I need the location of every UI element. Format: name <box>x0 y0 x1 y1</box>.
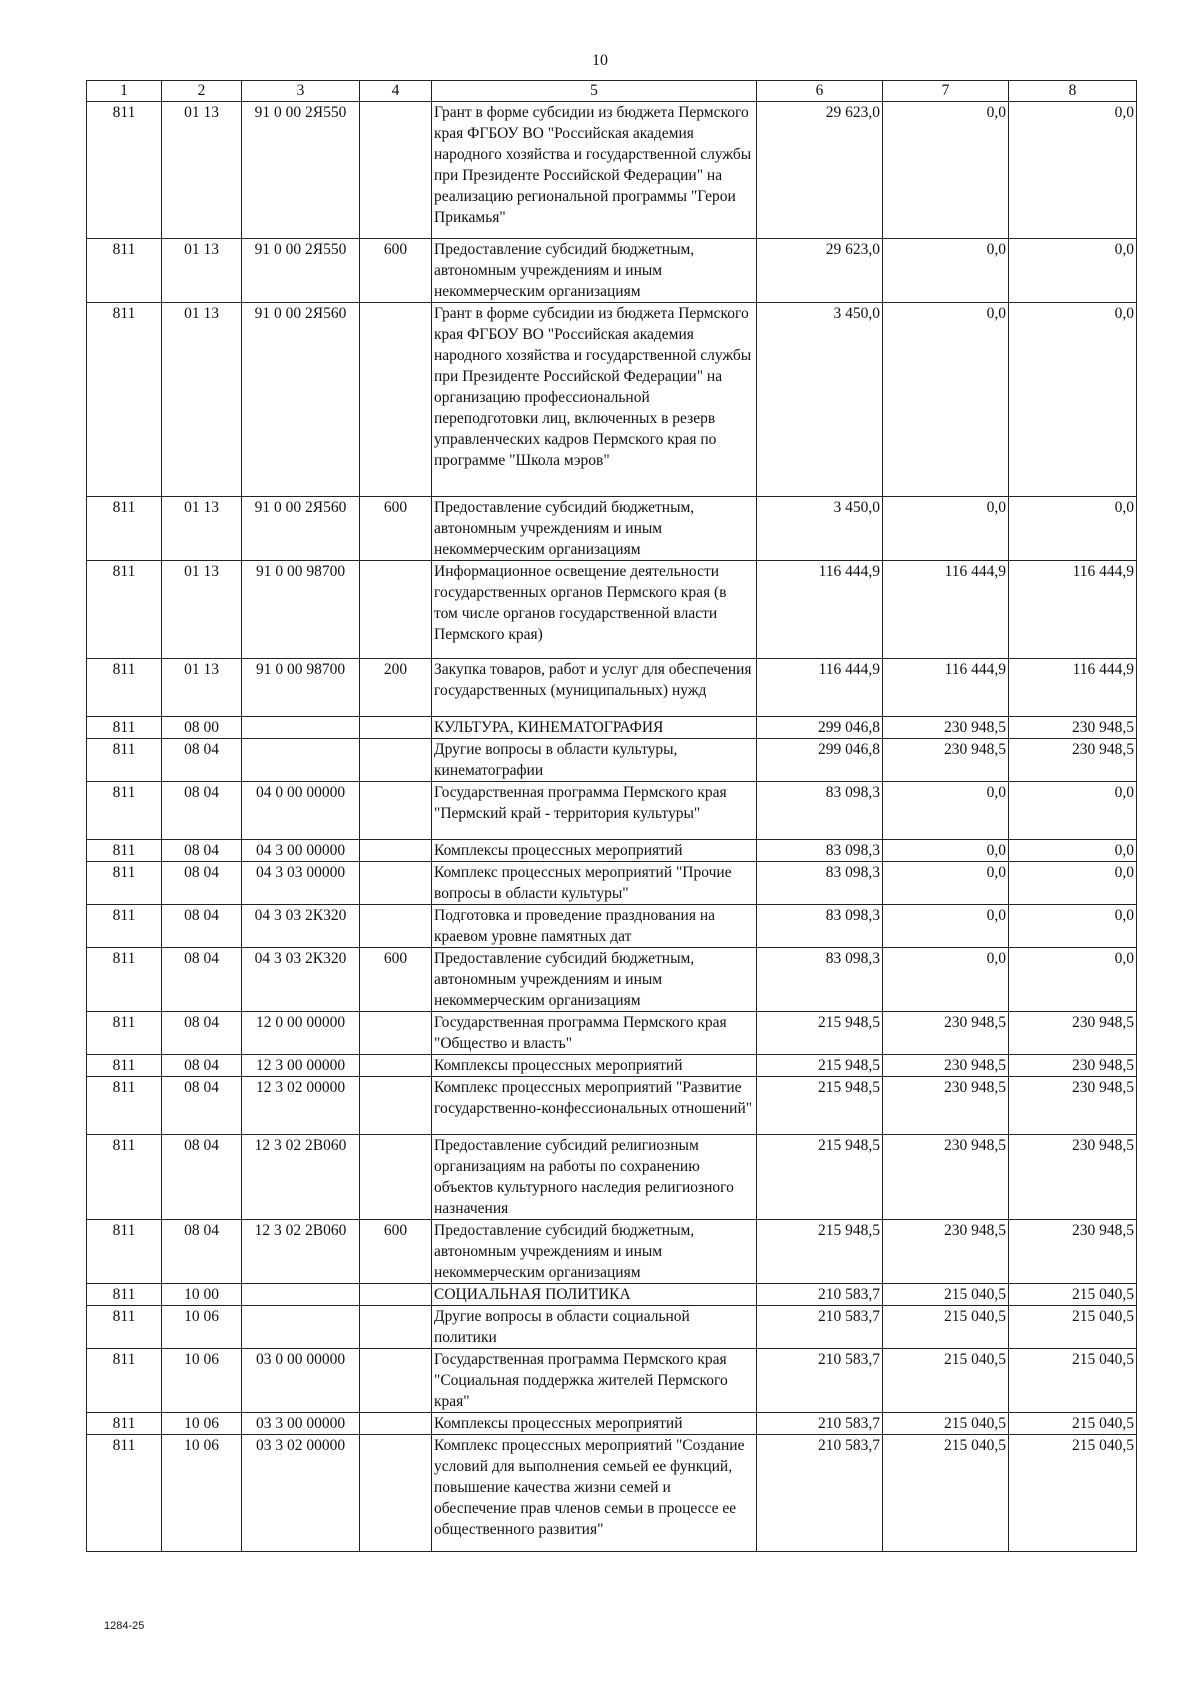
chapter-code: 811 <box>87 1012 162 1055</box>
footer-code: 1284-25 <box>104 1620 145 1632</box>
section-code: 08 04 <box>162 1135 242 1220</box>
column-header: 6 <box>757 81 883 102</box>
section-code: 08 04 <box>162 862 242 905</box>
amount-col7: 0,0 <box>883 303 1009 497</box>
amount-col7: 0,0 <box>883 239 1009 303</box>
column-header: 7 <box>883 81 1009 102</box>
expense-type-code <box>360 102 432 239</box>
amount-col6: 215 948,5 <box>757 1220 883 1284</box>
column-header: 5 <box>432 81 757 102</box>
table-row <box>87 1306 1137 1349</box>
expense-type-code <box>360 840 432 862</box>
section-code: 01 13 <box>162 239 242 303</box>
table-row <box>87 782 1137 840</box>
target-article-code: 03 0 00 00000 <box>242 1349 360 1413</box>
chapter-code: 811 <box>87 1413 162 1435</box>
chapter-code: 811 <box>87 659 162 717</box>
chapter-code: 811 <box>87 1306 162 1349</box>
expense-type-code <box>360 905 432 948</box>
amount-col6: 210 583,7 <box>757 1413 883 1435</box>
amount-col7: 215 040,5 <box>883 1306 1009 1349</box>
item-name: Другие вопросы в области социальной политики <box>432 1306 757 1349</box>
expense-type-code <box>360 717 432 739</box>
target-article-code: 12 3 02 2В060 <box>242 1220 360 1284</box>
amount-col8: 215 040,5 <box>1009 1413 1137 1435</box>
table-row <box>87 1055 1137 1077</box>
chapter-code: 811 <box>87 782 162 840</box>
amount-col6: 215 948,5 <box>757 1012 883 1055</box>
table-row <box>87 1349 1137 1413</box>
amount-col8: 116 444,9 <box>1009 659 1137 717</box>
item-name: Государственная программа Пермского края "Пермский край - территория культуры" <box>432 782 757 840</box>
table-row <box>87 1077 1137 1135</box>
section-code: 08 04 <box>162 739 242 782</box>
table-row <box>87 1012 1137 1055</box>
expense-type-code <box>360 303 432 497</box>
target-article-code: 12 0 00 00000 <box>242 1012 360 1055</box>
amount-col6: 210 583,7 <box>757 1306 883 1349</box>
section-code: 10 06 <box>162 1435 242 1552</box>
amount-col6: 215 948,5 <box>757 1077 883 1135</box>
amount-col8: 0,0 <box>1009 948 1137 1012</box>
chapter-code: 811 <box>87 840 162 862</box>
item-name: Закупка товаров, работ и услуг для обеспечения государственных (муниципальных) нужд <box>432 659 757 717</box>
table-row <box>87 1135 1137 1220</box>
expense-type-code <box>360 739 432 782</box>
target-article-code: 04 3 03 00000 <box>242 862 360 905</box>
amount-col6: 210 583,7 <box>757 1349 883 1413</box>
table-row <box>87 717 1137 739</box>
section-code: 10 00 <box>162 1284 242 1306</box>
chapter-code: 811 <box>87 303 162 497</box>
section-code: 08 04 <box>162 948 242 1012</box>
target-article-code: 04 3 03 2К320 <box>242 905 360 948</box>
amount-col6: 29 623,0 <box>757 102 883 239</box>
amount-col7: 0,0 <box>883 948 1009 1012</box>
target-article-code: 04 3 00 00000 <box>242 840 360 862</box>
amount-col8: 230 948,5 <box>1009 1135 1137 1220</box>
expense-type-code: 200 <box>360 659 432 717</box>
amount-col6: 83 098,3 <box>757 782 883 840</box>
item-name: Информационное освещение деятельности государственных органов Пермского края (в том числе органов государственной власти Пермского края) <box>432 561 757 659</box>
chapter-code: 811 <box>87 1077 162 1135</box>
chapter-code: 811 <box>87 862 162 905</box>
amount-col8: 0,0 <box>1009 862 1137 905</box>
amount-col7: 116 444,9 <box>883 659 1009 717</box>
table-row <box>87 497 1137 561</box>
amount-col6: 83 098,3 <box>757 840 883 862</box>
expense-type-code <box>360 1055 432 1077</box>
amount-col7: 230 948,5 <box>883 1012 1009 1055</box>
section-code: 08 04 <box>162 840 242 862</box>
budget-table <box>86 80 1137 1552</box>
amount-col6: 299 046,8 <box>757 717 883 739</box>
item-name: Комплекс процессных мероприятий "Создание условий для выполнения семьей ее функций, повышение качества жизни семей и обеспечение прав членов семьи в процессе ее общественного развития" <box>432 1435 757 1552</box>
table-row <box>87 561 1137 659</box>
section-code: 01 13 <box>162 561 242 659</box>
item-name: Предоставление субсидий бюджетным, автономным учреждениям и иным некоммерческим организациям <box>432 497 757 561</box>
amount-col7: 0,0 <box>883 497 1009 561</box>
amount-col8: 215 040,5 <box>1009 1349 1137 1413</box>
amount-col7: 230 948,5 <box>883 1055 1009 1077</box>
table-row <box>87 239 1137 303</box>
expense-type-code <box>360 782 432 840</box>
target-article-code: 03 3 00 00000 <box>242 1413 360 1435</box>
item-name: Предоставление субсидий религиозным организациям на работы по сохранению объектов культурного наследия религиозного назначения <box>432 1135 757 1220</box>
section-code: 08 04 <box>162 1077 242 1135</box>
amount-col8: 230 948,5 <box>1009 1012 1137 1055</box>
expense-type-code: 600 <box>360 1220 432 1284</box>
amount-col7: 0,0 <box>883 102 1009 239</box>
item-name: КУЛЬТУРА, КИНЕМАТОГРАФИЯ <box>432 717 757 739</box>
chapter-code: 811 <box>87 1284 162 1306</box>
target-article-code <box>242 1284 360 1306</box>
section-code: 01 13 <box>162 659 242 717</box>
amount-col8: 215 040,5 <box>1009 1306 1137 1349</box>
table-row <box>87 862 1137 905</box>
amount-col7: 230 948,5 <box>883 1220 1009 1284</box>
amount-col7: 215 040,5 <box>883 1349 1009 1413</box>
amount-col7: 0,0 <box>883 840 1009 862</box>
target-article-code: 04 3 03 2К320 <box>242 948 360 1012</box>
amount-col6: 83 098,3 <box>757 862 883 905</box>
item-name: СОЦИАЛЬНАЯ ПОЛИТИКА <box>432 1284 757 1306</box>
amount-col7: 230 948,5 <box>883 739 1009 782</box>
amount-col8: 0,0 <box>1009 840 1137 862</box>
section-code: 08 04 <box>162 1055 242 1077</box>
section-code: 10 06 <box>162 1306 242 1349</box>
item-name: Комплексы процессных мероприятий <box>432 840 757 862</box>
chapter-code: 811 <box>87 239 162 303</box>
item-name: Подготовка и проведение празднования на краевом уровне памятных дат <box>432 905 757 948</box>
item-name: Грант в форме субсидии из бюджета Пермского края ФГБОУ ВО "Российская академия народного хозяйства и государственной службы при Президенте Российской Федерации" на организацию профессиональной переподготовки лиц, включенных в резерв управленческих кадров Пермского края по программе "Школа мэров" <box>432 303 757 497</box>
amount-col8: 230 948,5 <box>1009 717 1137 739</box>
amount-col7: 0,0 <box>883 905 1009 948</box>
table-row <box>87 840 1137 862</box>
column-header: 8 <box>1009 81 1137 102</box>
expense-type-code <box>360 862 432 905</box>
target-article-code <box>242 1306 360 1349</box>
table-row <box>87 905 1137 948</box>
chapter-code: 811 <box>87 717 162 739</box>
target-article-code <box>242 739 360 782</box>
item-name: Государственная программа Пермского края "Общество и власть" <box>432 1012 757 1055</box>
target-article-code: 04 0 00 00000 <box>242 782 360 840</box>
chapter-code: 811 <box>87 905 162 948</box>
table-row <box>87 1435 1137 1552</box>
amount-col7: 215 040,5 <box>883 1284 1009 1306</box>
chapter-code: 811 <box>87 561 162 659</box>
table-row <box>87 948 1137 1012</box>
amount-col6: 3 450,0 <box>757 497 883 561</box>
column-header: 2 <box>162 81 242 102</box>
amount-col6: 215 948,5 <box>757 1055 883 1077</box>
expense-type-code: 600 <box>360 497 432 561</box>
amount-col8: 230 948,5 <box>1009 1055 1137 1077</box>
item-name: Грант в форме субсидии из бюджета Пермского края ФГБОУ ВО "Российская академия народного хозяйства и государственной службы при Президенте Российской Федерации" на реализацию региональной программы "Герои Прикамья" <box>432 102 757 239</box>
target-article-code: 12 3 02 2В060 <box>242 1135 360 1220</box>
chapter-code: 811 <box>87 1220 162 1284</box>
expense-type-code <box>360 1012 432 1055</box>
amount-col8: 230 948,5 <box>1009 739 1137 782</box>
target-article-code <box>242 717 360 739</box>
chapter-code: 811 <box>87 948 162 1012</box>
target-article-code: 12 3 02 00000 <box>242 1077 360 1135</box>
expense-type-code <box>360 1135 432 1220</box>
target-article-code: 91 0 00 2Я560 <box>242 303 360 497</box>
amount-col7: 230 948,5 <box>883 1077 1009 1135</box>
column-header: 3 <box>242 81 360 102</box>
table-row <box>87 303 1137 497</box>
section-code: 01 13 <box>162 303 242 497</box>
chapter-code: 811 <box>87 1135 162 1220</box>
amount-col6: 83 098,3 <box>757 905 883 948</box>
target-article-code: 91 0 00 2Я550 <box>242 102 360 239</box>
section-code: 01 13 <box>162 497 242 561</box>
amount-col7: 116 444,9 <box>883 561 1009 659</box>
target-article-code: 03 3 02 00000 <box>242 1435 360 1552</box>
section-code: 08 00 <box>162 717 242 739</box>
table-row <box>87 1220 1137 1284</box>
table-row <box>87 1284 1137 1306</box>
expense-type-code: 600 <box>360 948 432 1012</box>
item-name: Государственная программа Пермского края "Социальная поддержка жителей Пермского края" <box>432 1349 757 1413</box>
expense-type-code: 600 <box>360 239 432 303</box>
table-row <box>87 102 1137 239</box>
amount-col6: 29 623,0 <box>757 239 883 303</box>
item-name: Другие вопросы в области культуры, кинематографии <box>432 739 757 782</box>
target-article-code: 91 0 00 98700 <box>242 561 360 659</box>
amount-col8: 215 040,5 <box>1009 1284 1137 1306</box>
amount-col7: 215 040,5 <box>883 1435 1009 1552</box>
item-name: Комплекс процессных мероприятий "Прочие вопросы в области культуры" <box>432 862 757 905</box>
amount-col8: 0,0 <box>1009 905 1137 948</box>
amount-col6: 215 948,5 <box>757 1135 883 1220</box>
amount-col8: 116 444,9 <box>1009 561 1137 659</box>
target-article-code: 91 0 00 2Я550 <box>242 239 360 303</box>
amount-col8: 0,0 <box>1009 102 1137 239</box>
chapter-code: 811 <box>87 497 162 561</box>
chapter-code: 811 <box>87 1435 162 1552</box>
amount-col6: 116 444,9 <box>757 659 883 717</box>
chapter-code: 811 <box>87 739 162 782</box>
amount-col8: 230 948,5 <box>1009 1220 1137 1284</box>
section-code: 10 06 <box>162 1413 242 1435</box>
amount-col8: 215 040,5 <box>1009 1435 1137 1552</box>
item-name: Предоставление субсидий бюджетным, автономным учреждениям и иным некоммерческим организациям <box>432 239 757 303</box>
amount-col6: 210 583,7 <box>757 1435 883 1552</box>
amount-col7: 215 040,5 <box>883 1413 1009 1435</box>
amount-col7: 230 948,5 <box>883 717 1009 739</box>
amount-col7: 230 948,5 <box>883 1135 1009 1220</box>
amount-col6: 83 098,3 <box>757 948 883 1012</box>
chapter-code: 811 <box>87 1055 162 1077</box>
target-article-code: 91 0 00 2Я560 <box>242 497 360 561</box>
table-row <box>87 659 1137 717</box>
section-code: 08 04 <box>162 905 242 948</box>
table-header-row <box>87 81 1137 102</box>
item-name: Комплексы процессных мероприятий <box>432 1055 757 1077</box>
item-name: Предоставление субсидий бюджетным, автономным учреждениям и иным некоммерческим организациям <box>432 1220 757 1284</box>
item-name: Комплексы процессных мероприятий <box>432 1413 757 1435</box>
section-code: 01 13 <box>162 102 242 239</box>
section-code: 08 04 <box>162 782 242 840</box>
chapter-code: 811 <box>87 1349 162 1413</box>
table-row <box>87 1413 1137 1435</box>
section-code: 08 04 <box>162 1012 242 1055</box>
chapter-code: 811 <box>87 102 162 239</box>
target-article-code: 12 3 00 00000 <box>242 1055 360 1077</box>
amount-col8: 0,0 <box>1009 239 1137 303</box>
expense-type-code <box>360 1349 432 1413</box>
amount-col8: 0,0 <box>1009 497 1137 561</box>
amount-col6: 3 450,0 <box>757 303 883 497</box>
column-header: 4 <box>360 81 432 102</box>
expense-type-code <box>360 1413 432 1435</box>
expense-type-code <box>360 561 432 659</box>
table-row <box>87 739 1137 782</box>
section-code: 10 06 <box>162 1349 242 1413</box>
amount-col6: 116 444,9 <box>757 561 883 659</box>
amount-col6: 210 583,7 <box>757 1284 883 1306</box>
amount-col8: 0,0 <box>1009 782 1137 840</box>
expense-type-code <box>360 1284 432 1306</box>
amount-col8: 230 948,5 <box>1009 1077 1137 1135</box>
column-header: 1 <box>87 81 162 102</box>
amount-col8: 0,0 <box>1009 303 1137 497</box>
target-article-code: 91 0 00 98700 <box>242 659 360 717</box>
amount-col7: 0,0 <box>883 782 1009 840</box>
item-name: Комплекс процессных мероприятий "Развитие государственно-конфессиональных отношений" <box>432 1077 757 1135</box>
amount-col7: 0,0 <box>883 862 1009 905</box>
expense-type-code <box>360 1077 432 1135</box>
expense-type-code <box>360 1306 432 1349</box>
page-number: 10 <box>592 52 608 69</box>
item-name: Предоставление субсидий бюджетным, автономным учреждениям и иным некоммерческим организациям <box>432 948 757 1012</box>
amount-col6: 299 046,8 <box>757 739 883 782</box>
expense-type-code <box>360 1435 432 1552</box>
section-code: 08 04 <box>162 1220 242 1284</box>
